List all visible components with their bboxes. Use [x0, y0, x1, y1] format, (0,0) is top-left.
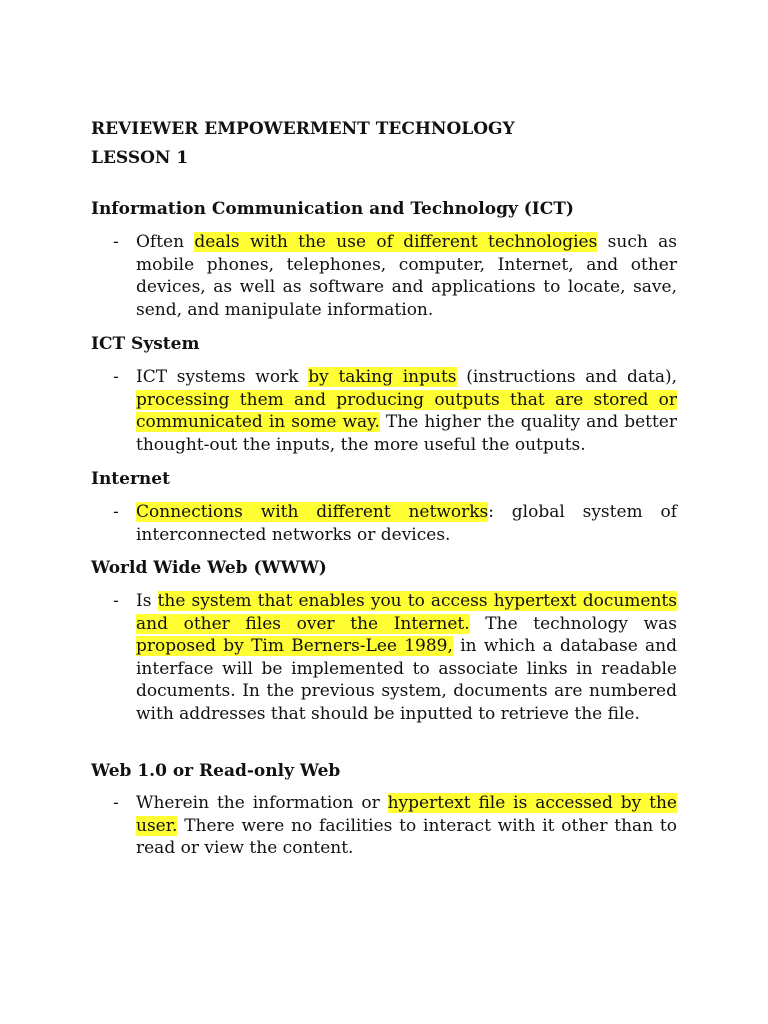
highlighted-text: processing them and producing outputs that are stored or communicated in some way. — [136, 389, 677, 433]
section-heading-web1: Web 1.0 or Read-only Web — [91, 761, 341, 781]
text-run: such as mobile phones, telephones, computer, Internet, and other devices, as well as software and applications to locate, save, send, and manipulate information. — [136, 232, 678, 320]
text-run: in which a database and interface will be implemented to associate links in readable documents. In the previous system, documents are numbered with addresses that should be inputted to retrieve the file. — [136, 636, 677, 724]
section-heading-ict-system: ICT System — [91, 334, 200, 354]
highlighted-text: Connections with different networks — [136, 502, 489, 522]
bullet-dash: - — [113, 793, 119, 813]
bullet-dash: - — [113, 502, 119, 522]
bullet-item-internet — [91, 501, 677, 546]
bullet-text — [136, 366, 677, 456]
section-heading-internet: Internet — [91, 469, 170, 489]
text-run: (instructions and data), — [456, 367, 678, 387]
bullet-dash: - — [113, 367, 119, 387]
text-run: The higher the quality and better thought-out the inputs, the more useful the outputs. — [136, 412, 677, 455]
bullet-dash: - — [113, 232, 119, 252]
section-heading-www: World Wide Web (WWW) — [91, 558, 327, 578]
highlighted-text: the system that enables you to access hypertext documents and other files over the Internet. — [136, 591, 677, 634]
text-run: The technology was — [469, 613, 677, 634]
lesson-label: LESSON 1 — [91, 148, 189, 168]
bullet-text — [136, 501, 677, 546]
bullet-item-web1 — [91, 792, 677, 860]
text-run: Often — [136, 232, 195, 252]
text-run: There were no facilities to interact with it other than to read or view the content. — [136, 815, 677, 859]
text-run: Is — [136, 591, 158, 611]
bullet-text — [136, 792, 677, 860]
bullet-item-www — [91, 590, 677, 726]
bullet-item-ict-system — [91, 366, 677, 456]
text-run: Wherein the information or — [136, 793, 388, 813]
section-heading-ict: Information Communication and Technology (ICT) — [91, 199, 574, 219]
document-title: REVIEWER EMPOWERMENT TECHNOLOGY — [91, 119, 515, 139]
text-run: : global system of interconnected networks or devices. — [136, 502, 677, 545]
bullet-text — [136, 231, 677, 321]
highlighted-text: proposed by Tim Berners-Lee 1989, — [136, 636, 453, 657]
bullet-text — [136, 590, 677, 726]
bullet-dash: - — [113, 591, 119, 611]
highlighted-text: by taking inputs — [308, 367, 457, 387]
bullet-item-ict — [91, 231, 677, 321]
highlighted-text: deals with the use of different technologies — [194, 232, 598, 252]
text-run: ICT systems work — [136, 367, 309, 387]
highlighted-text: hypertext file is accessed by the user. — [136, 793, 677, 836]
